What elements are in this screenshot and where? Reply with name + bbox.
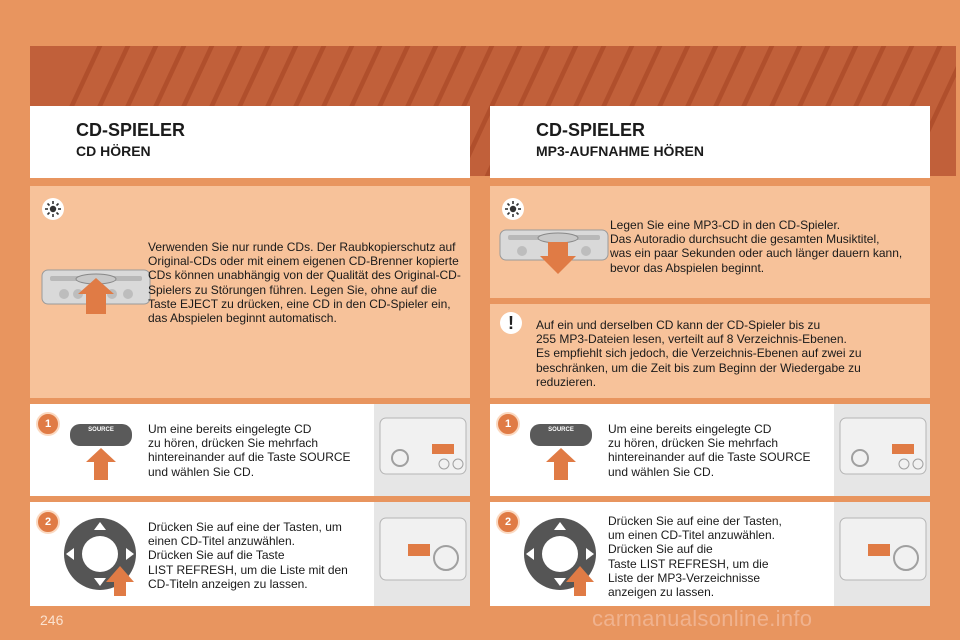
- left-title: CD-SPIELER: [76, 120, 186, 140]
- radio-panel-illustration: [834, 502, 930, 606]
- radio-panel-illustration: [374, 502, 470, 606]
- right-step1-panel: [490, 404, 930, 496]
- right-warning-text: Auf ein und derselben CD kann der CD-Spieler bis zu 255 MP3-Dateien lesen, verteilt auf 8 Verzeichnis-Ebenen. Es empfiehlt sich jedoch, die Verzeichnis-Ebenen auf zwei zu beschränken, um die Zeit bis zum Beginn der Wiedergabe zu reduzieren.: [536, 318, 862, 389]
- left-step2-text: Drücken Sie auf eine der Tasten, um einen CD-Titel anzuwählen. Drücken Sie auf die Taste LIST REFRESH, um die Liste mit den CD-Titeln anzeigen zu lassen.: [148, 520, 348, 591]
- step-number-badge: 1: [496, 412, 520, 436]
- right-warning-panel: [490, 304, 930, 398]
- left-step2-panel: [30, 502, 470, 606]
- right-title-card: [490, 106, 930, 178]
- watermark: carmanualsonline.info: [592, 606, 813, 631]
- page-number: 246: [40, 612, 64, 628]
- right-step2-text: Drücken Sie auf eine der Tasten, um einen CD-Titel anzuwählen. Drücken Sie auf die Taste LIST REFRESH, um die Liste der MP3-Verzeichnisse anzeigen zu lassen.: [608, 514, 782, 600]
- left-step1-panel: [30, 404, 470, 496]
- sun-icon: [502, 198, 524, 220]
- source-button-illustration: [68, 420, 134, 489]
- radio-panel-illustration: [374, 404, 470, 496]
- step-number-badge: 2: [496, 510, 520, 534]
- right-step1-text: Um eine bereits eingelegte CD zu hören, drücken Sie mehrfach hintereinander auf die Taste SOURCE und wählen Sie CD.: [608, 422, 811, 479]
- cd-player-illustration: [40, 264, 152, 321]
- left-step1-text: Um eine bereits eingelegte CD zu hören, drücken Sie mehrfach hintereinander auf die Taste SOURCE und wählen Sie CD.: [148, 422, 351, 479]
- source-key-label: SOURCE: [88, 427, 114, 433]
- cd-player-illustration: [498, 224, 610, 281]
- left-title-card: [30, 106, 470, 178]
- navigation-pad-illustration: [52, 510, 148, 605]
- right-title: CD-SPIELER: [536, 120, 646, 140]
- left-info-panel: [30, 186, 470, 398]
- right-subtitle: MP3-AUFNAHME HÖREN: [536, 143, 704, 159]
- sun-icon: [42, 198, 64, 220]
- right-info-panel: [490, 186, 930, 298]
- right-info-text: Legen Sie eine MP3-CD in den CD-Spieler. Das Autoradio durchsucht die gesamten Musiktitel, was ein paar Sekunden oder auch länger dauern kann, bevor das Abspielen beginnt.: [610, 218, 903, 275]
- left-subtitle: CD HÖREN: [76, 143, 151, 159]
- radio-panel-illustration: [834, 404, 930, 496]
- warning-icon: !: [500, 312, 522, 334]
- step-number-badge: 1: [36, 412, 60, 436]
- left-info-text: Verwenden Sie nur runde CDs. Der Raubkopierschutz auf Original-CDs oder mit einem eigenen CD-Brenner kopierte CDs können unabhängig von der Qualität des Original-CD-Spielers zu Störungen führen. Legen Sie, ohne auf die Taste EJECT zu drücken, eine CD in den CD-Spieler ein, das Abspielen beginnt automatisch.: [148, 240, 461, 326]
- source-button-illustration: [528, 420, 594, 489]
- step-number-badge: 2: [36, 510, 60, 534]
- source-key-label: SOURCE: [548, 427, 574, 433]
- navigation-pad-illustration: [512, 510, 608, 605]
- right-step2-panel: [490, 502, 930, 606]
